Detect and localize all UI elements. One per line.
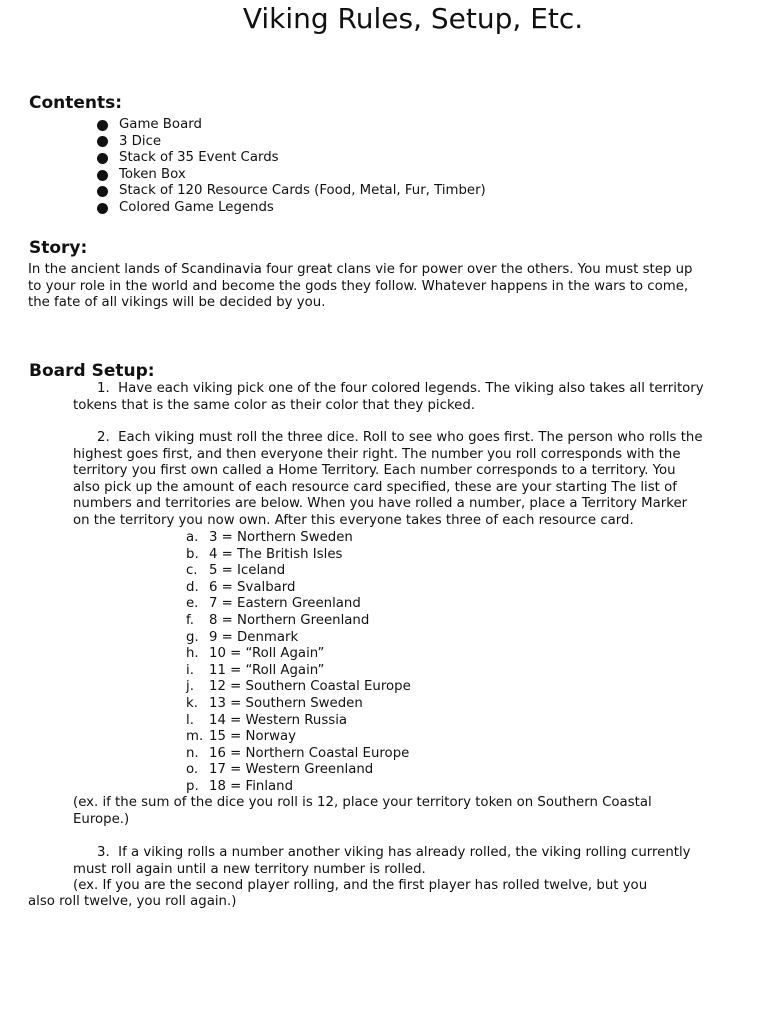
step-line: must roll again until a new territory number is rolled. bbox=[73, 861, 426, 877]
territory-item: b. 4 = The British Isles bbox=[186, 546, 343, 562]
bullet-icon bbox=[97, 136, 108, 147]
setup-step-3 bbox=[73, 845, 728, 878]
list-item: Stack of 35 Event Cards bbox=[97, 150, 486, 167]
list-item: Game Board bbox=[97, 117, 486, 134]
story-line: In the ancient lands of Scandinavia four great clans vie for power over the others. You must step up bbox=[28, 262, 693, 277]
list-item: 3 Dice bbox=[97, 134, 486, 151]
story-heading: Story: bbox=[29, 238, 88, 258]
bullet-icon bbox=[97, 186, 108, 197]
territory-item: g. 9 = Denmark bbox=[186, 629, 299, 645]
story-paragraph bbox=[28, 262, 718, 312]
setup-step-1 bbox=[73, 381, 728, 414]
contents-list bbox=[97, 117, 486, 217]
step-line: territory you first own called a Home Territory. Each number corresponds to a territory. You bbox=[73, 463, 676, 479]
territory-item: h. 10 = “Roll Again” bbox=[186, 646, 325, 662]
step-line: Have each viking pick one of the four colored legends. The viking also takes all territory bbox=[118, 381, 704, 396]
territory-item: o. 17 = Western Greenland bbox=[186, 762, 374, 778]
example-2-line-1: (ex. If you are the second player rolling, and the first player has rolled twelve, but you bbox=[73, 878, 648, 893]
territory-item: l. 14 = Western Russia bbox=[186, 712, 348, 728]
example-2-line-2: also roll twelve, you roll again.) bbox=[28, 894, 237, 909]
page-title: Viking Rules, Setup, Etc. bbox=[242, 2, 584, 35]
list-item: Token Box bbox=[97, 167, 486, 184]
territory-item: d. 6 = Svalbard bbox=[186, 579, 296, 595]
board-setup-heading: Board Setup: bbox=[29, 361, 155, 381]
territory-item: e. 7 = Eastern Greenland bbox=[186, 596, 361, 612]
story-line: the fate of all vikings will be decided by you. bbox=[28, 295, 326, 311]
territory-list bbox=[186, 530, 411, 796]
bullet-icon bbox=[97, 170, 108, 181]
list-item: Stack of 120 Resource Cards (Food, Metal, Fur, Timber) bbox=[97, 183, 486, 200]
territory-item: a. 3 = Northern Sweden bbox=[186, 530, 353, 545]
example-line: Europe.) bbox=[73, 811, 130, 827]
territory-item: c. 5 = Iceland bbox=[186, 563, 286, 579]
story-line: to your role in the world and become the gods they follow. Whatever happens in the wars to come, bbox=[28, 278, 689, 294]
territory-item: j. 12 = Southern Coastal Europe bbox=[186, 679, 411, 695]
step-number: 1. bbox=[97, 381, 110, 396]
bullet-icon bbox=[97, 153, 108, 164]
territory-item: k. 13 = Southern Sweden bbox=[186, 695, 363, 711]
contents-heading: Contents: bbox=[29, 93, 123, 113]
territory-item: p. 18 = Finland bbox=[186, 778, 294, 794]
step-line: also pick up the amount of each resource card specified, these are your starting The list of bbox=[73, 479, 677, 495]
bullet-icon bbox=[97, 203, 108, 214]
step-line: If a viking rolls a number another viking has already rolled, the viking rolling currently bbox=[118, 845, 691, 860]
step-number: 2. bbox=[97, 430, 110, 445]
step-line: numbers and territories are below. When you have rolled a number, place a Territory Marker bbox=[73, 496, 688, 512]
step-line: highest goes first, and then everyone their right. The number you roll corresponds with the bbox=[73, 446, 681, 462]
territory-item: n. 16 = Northern Coastal Europe bbox=[186, 745, 410, 761]
territory-item: f. 8 = Northern Greenland bbox=[186, 612, 370, 628]
bullet-icon bbox=[97, 120, 108, 131]
step-line: tokens that is the same color as their color that they picked. bbox=[73, 397, 476, 413]
example-1 bbox=[73, 795, 728, 828]
territory-item: i. 11 = “Roll Again” bbox=[186, 662, 325, 678]
territory-item: m. 15 = Norway bbox=[186, 729, 296, 745]
setup-step-2 bbox=[73, 430, 728, 530]
step-number: 3. bbox=[97, 845, 110, 860]
example-line: (ex. if the sum of the dice you roll is 12, place your territory token on Southern Coastal bbox=[73, 795, 652, 810]
step-line: on the territory you now own. After this everyone takes three of each resource card. bbox=[73, 512, 634, 528]
step-line: Each viking must roll the three dice. Roll to see who goes first. The person who rolls the bbox=[118, 430, 703, 445]
list-item: Colored Game Legends bbox=[97, 200, 486, 217]
